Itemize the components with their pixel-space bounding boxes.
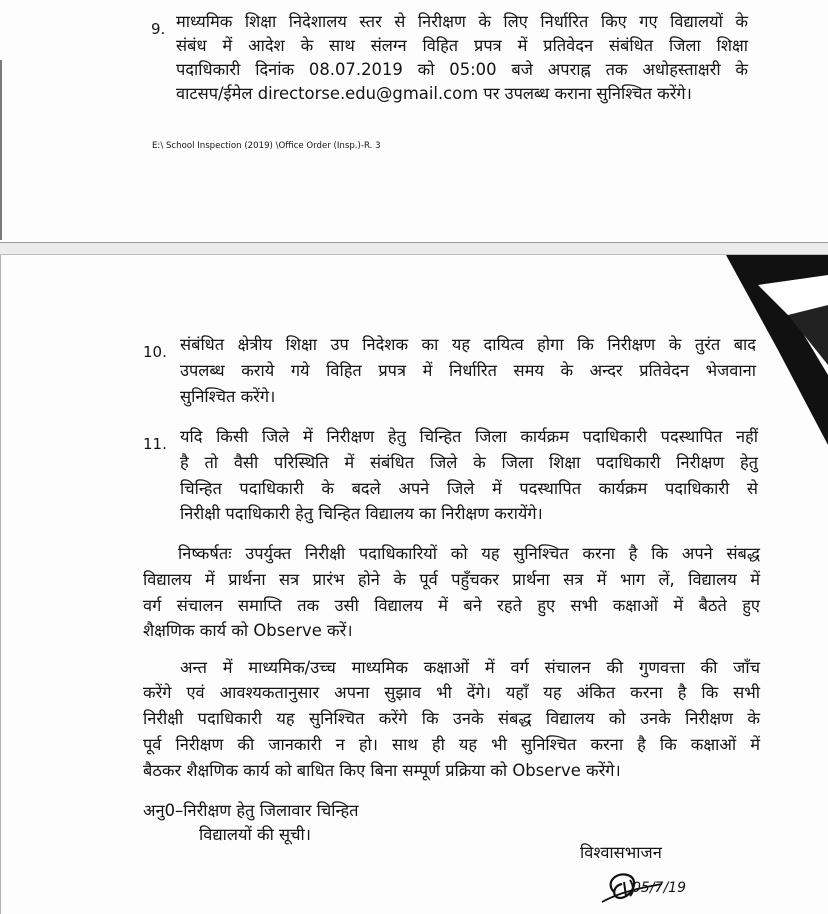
conclusion-line-2: विद्यालय में प्रार्थना सत्र प्रारंभ होने के पूर्व पहुँचकर प्रार्थना सत्र में भाग लें, विद्यालय में <box>143 570 760 589</box>
para-9-line-3: पदाधिकारी दिनांक 08.07.2019 को 05:00 बजे अपराह्न तक अधोहस्ताक्षरी के <box>176 60 748 79</box>
conclusion-line-1: निष्कर्षतः उपर्युक्त निरीक्षी पदाधिकारियों को यह सुनिश्चित करना है कि अपने संबद्ध <box>178 544 760 563</box>
para-10-line-2: उपलब्ध कराये गये विहित प्रपत्र में निर्धारित समय के अन्दर प्रतिवेदन भेजवाना <box>180 361 756 380</box>
document-page-1 <box>0 0 828 242</box>
para-10-line-1: संबंधित क्षेत्रीय शिक्षा उप निदेशक का यह दायित्व होगा कि निरीक्षण के तुरंत बाद <box>180 335 756 354</box>
signature-label: विश्वासभाजन <box>580 843 662 862</box>
scan-edge <box>0 255 1 914</box>
para-11-line-3: चिन्हित पदाधिकारी के बदले अपने जिले में पदस्थापित कार्यक्रम पदाधिकारी से <box>180 479 758 498</box>
final-line-4: पूर्व निरीक्षण की जानकारी न हो। साथ ही यह भी सुनिश्चित करना है कि कक्षाओं में <box>143 735 760 754</box>
para-9-line-1: माध्यमिक शिक्षा निदेशालय स्तर से निरीक्षण के लिए निर्धारित किए गए विद्यालयों के <box>176 12 748 31</box>
signature-block <box>580 840 828 914</box>
enclosure-line-1: अनु0–निरीक्षण हेतु जिलावार चिन्हित <box>143 801 359 820</box>
scan-edge <box>0 60 2 240</box>
conclusion-line-4: शैक्षणिक कार्य को Observe करें। <box>143 621 353 640</box>
final-line-2: करेंगे एवं आवश्यकतानुसार अपना सुझाव भी देंगे। यहाँ यह अंकित करना है कि सभी <box>143 683 760 702</box>
para-9-line-4: वाटसप/ईमेल directorse.edu@gmail.com पर उपलब्ध कराना सुनिश्चित करेंगे। <box>176 84 692 103</box>
final-line-3: निरीक्षी पदाधिकारी यह सुनिश्चित करेंगे कि उनके संबद्ध विद्यालय को उनके निरीक्षण के <box>143 709 760 728</box>
page-separator <box>0 242 828 255</box>
para-11-line-4: निरीक्षी पदाधिकारी हेतु चिन्हित विद्यालय का निरीक्षण करायेंगे। <box>180 504 543 523</box>
para-11-line-1: यदि किसी जिले में निरीक्षण हेतु चिन्हित जिला कार्यक्रम पदाधिकारी पदस्थापित नहीं <box>180 427 758 446</box>
para-9-line-2: संबंध में आदेश के साथ संलग्न विहित प्रपत्र में प्रतिवेदन संबंधित जिला शिक्षा <box>176 36 748 55</box>
para-10-line-3: सुनिश्चित करेंगे। <box>180 387 276 406</box>
para-11-number: 11. <box>143 435 167 453</box>
final-line-5: बैठकर शैक्षणिक कार्य को बाधित किए बिना सम्पूर्ण प्रक्रिया को Observe करेंगे। <box>143 761 621 780</box>
document-page-2 <box>0 255 828 914</box>
para-11-line-2: है तो वैसी परिस्थिति में संबंधित जिले के जिला शिक्षा पदाधिकारी निरीक्षण हेतु <box>180 453 758 472</box>
para-9-number: 9. <box>151 20 166 38</box>
final-line-1: अन्त में माध्यमिक/उच्च माध्यमिक कक्षाओं में वर्ग संचालन की गुणवत्ता की जाँच <box>180 658 760 677</box>
enclosure-line-2: विद्यालयों की सूची। <box>199 825 311 844</box>
para-10-number: 10. <box>143 343 167 361</box>
file-reference: E:\ School Inspection (2019) \Office Order (Insp.)-R. 3 <box>152 141 381 151</box>
signature-date: 05/7/19 <box>632 880 686 896</box>
conclusion-line-3: वर्ग संचालन समाप्ति तक उसी विद्यालय में बने रहते हुए सभी कक्षाओं में बैठते हुए <box>143 596 760 615</box>
